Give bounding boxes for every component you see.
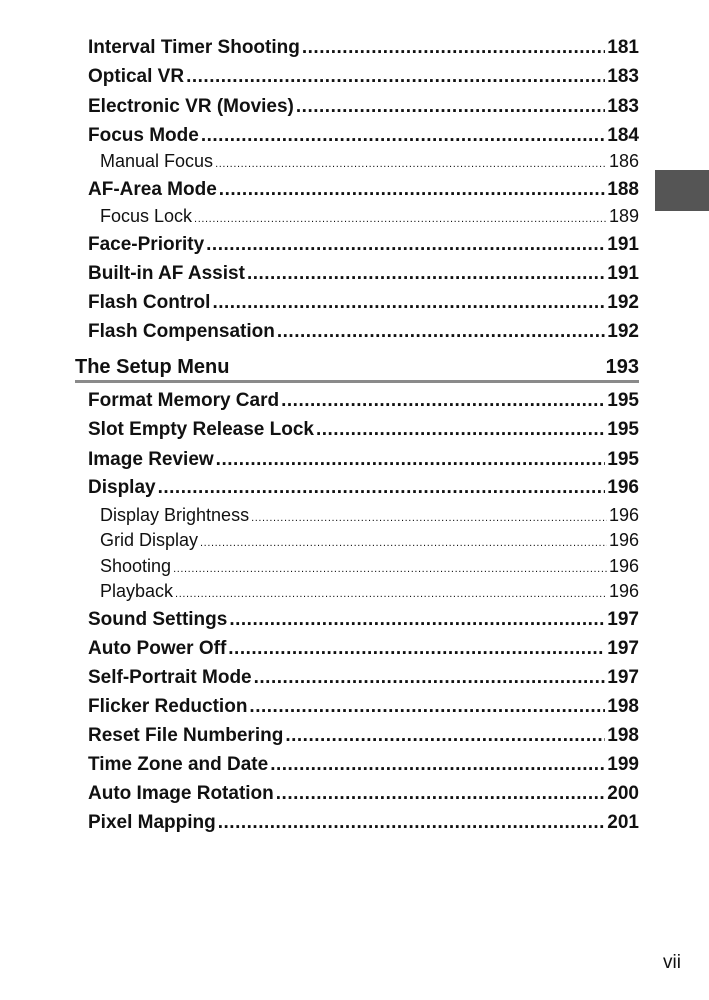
- toc-entry-page: 192: [607, 321, 639, 342]
- toc-subentry[interactable]: [100, 205, 639, 230]
- toc-entry-page: 196: [608, 556, 639, 576]
- toc-leader-dots: [316, 419, 605, 441]
- toc-entry-page: 201: [607, 812, 639, 833]
- toc-leader-dots: [216, 449, 606, 471]
- toc-leader-dots: [212, 292, 605, 314]
- toc-entry-title: Flicker Reduction: [88, 696, 248, 717]
- toc-entry-page: 196: [608, 530, 639, 550]
- toc-leader-dots: [228, 638, 605, 660]
- toc-entry[interactable]: [88, 66, 639, 88]
- toc-entry-title: Auto Power Off: [88, 638, 227, 659]
- toc-entry-page: 198: [607, 696, 639, 717]
- toc-entry-title: Sound Settings: [88, 609, 228, 630]
- toc-entry-page: 197: [607, 638, 639, 659]
- toc-entry-title: Pixel Mapping: [88, 812, 216, 833]
- toc-subentry[interactable]: [100, 555, 639, 580]
- toc-entry[interactable]: [88, 812, 639, 834]
- toc-entry-title: Display Brightness: [100, 505, 250, 525]
- toc-entry[interactable]: [88, 783, 639, 805]
- toc-entry-title: Optical VR: [88, 66, 185, 87]
- toc-entry[interactable]: [88, 667, 639, 689]
- toc-leader-dots: [270, 754, 605, 776]
- toc-entry[interactable]: [88, 179, 639, 201]
- toc-leader-dots: [229, 609, 605, 631]
- toc-subentry[interactable]: [100, 529, 639, 554]
- toc-leader-dots: [206, 234, 605, 256]
- toc-entry-page: 197: [607, 667, 639, 688]
- toc-entry-title: Playback: [100, 581, 174, 601]
- toc-entry-page: 191: [607, 263, 639, 284]
- toc-subentry[interactable]: [100, 504, 639, 529]
- toc-entry[interactable]: [88, 292, 639, 314]
- toc-entry-page: 188: [607, 179, 639, 200]
- toc-entry-title: Shooting: [100, 556, 172, 576]
- toc-entry[interactable]: [88, 321, 639, 343]
- toc-subentry[interactable]: [100, 580, 639, 605]
- toc-entry-title: Grid Display: [100, 530, 199, 550]
- toc-entry-page: 198: [607, 725, 639, 746]
- toc-entry-title: Interval Timer Shooting: [88, 37, 300, 58]
- toc-entry[interactable]: [88, 477, 639, 499]
- toc-entry-page: 195: [607, 419, 639, 440]
- toc-entry-title: Focus Mode: [88, 125, 199, 146]
- toc-leader-dots: [276, 783, 606, 805]
- toc-entry-title: Time Zone and Date: [88, 754, 269, 775]
- toc-entry-title: Reset File Numbering: [88, 725, 284, 746]
- toc-entry[interactable]: [88, 638, 639, 660]
- toc-entry[interactable]: [88, 696, 639, 718]
- toc-entry-page: 191: [607, 234, 639, 255]
- toc-leader-dots: [281, 390, 605, 412]
- section-heading[interactable]: [75, 355, 639, 383]
- toc-leader-dots: [285, 725, 605, 747]
- toc-entry-title: Face-Priority: [88, 234, 205, 255]
- toc-entry-page: 189: [608, 206, 639, 226]
- toc-entry-title: Slot Empty Release Lock: [88, 419, 314, 440]
- toc-subentry[interactable]: [100, 150, 639, 175]
- toc-entry-title: Self-Portrait Mode: [88, 667, 252, 688]
- toc-entry-page: 192: [607, 292, 639, 313]
- toc-entry[interactable]: [88, 390, 639, 412]
- toc-leader-dots: [158, 477, 606, 499]
- toc-leader-dots: [218, 812, 606, 834]
- toc-entry-page: 200: [607, 783, 639, 804]
- toc-entry-title: Display: [88, 477, 156, 498]
- toc-leader-dots: [254, 667, 606, 689]
- toc-entry-page: 183: [607, 66, 639, 87]
- toc-entry[interactable]: [88, 609, 639, 631]
- toc-entry-title: Flash Compensation: [88, 321, 275, 342]
- toc-entry[interactable]: [88, 125, 639, 147]
- toc-leader-dots: [186, 66, 605, 88]
- toc-leader-dots: [296, 96, 605, 118]
- page-number: vii: [663, 952, 681, 973]
- toc-leader-dots: [247, 263, 605, 285]
- toc-entry-title: Focus Lock: [100, 206, 193, 226]
- toc-entry-page: 181: [607, 37, 639, 58]
- toc-entry-title: Built-in AF Assist: [88, 263, 245, 284]
- toc-entry-page: 196: [608, 581, 639, 601]
- toc-entry-title: Manual Focus: [100, 151, 214, 171]
- toc-entry-title: Electronic VR (Movies): [88, 96, 294, 117]
- toc-leader-dots: [249, 696, 605, 718]
- toc-leader-dots: [251, 507, 607, 529]
- toc-entry-title: AF-Area Mode: [88, 179, 217, 200]
- toc-leader-dots: [173, 558, 607, 580]
- toc-entry-page: 195: [607, 390, 639, 411]
- toc-entry[interactable]: [88, 449, 639, 471]
- toc-entry[interactable]: [88, 725, 639, 747]
- toc-leader-dots: [201, 125, 605, 147]
- toc-entry-page: 197: [607, 609, 639, 630]
- toc-entry-page: 186: [608, 151, 639, 171]
- toc-entry-title: Flash Control: [88, 292, 211, 313]
- toc-entry-title: Format Memory Card: [88, 390, 280, 411]
- section-page: 193: [605, 356, 639, 378]
- toc-leader-dots: [200, 532, 607, 554]
- toc-entry-page: 196: [607, 477, 639, 498]
- toc-entry[interactable]: [88, 419, 639, 441]
- toc-entry-title: Auto Image Rotation: [88, 783, 274, 804]
- toc-entry-page: 184: [607, 125, 639, 146]
- toc-entry-page: 199: [607, 754, 639, 775]
- section-title: The Setup Menu: [75, 356, 230, 378]
- toc-leader-dots: [219, 179, 606, 201]
- toc-entry[interactable]: [88, 37, 639, 59]
- section-rule: [75, 380, 639, 383]
- toc-entry[interactable]: [88, 96, 639, 118]
- toc-entry[interactable]: [88, 263, 639, 285]
- toc-entry-page: 195: [607, 449, 639, 470]
- toc-entry-title: Image Review: [88, 449, 214, 470]
- chapter-tab-marker: [655, 170, 709, 211]
- toc-leader-dots: [302, 37, 605, 59]
- toc-leader-dots: [215, 153, 607, 175]
- toc-leader-dots: [175, 583, 607, 605]
- toc-leader-dots: [277, 321, 605, 343]
- toc-entry[interactable]: [88, 754, 639, 776]
- toc-leader-dots: [194, 208, 607, 230]
- toc-entry-page: 183: [607, 96, 639, 117]
- toc-entry-page: 196: [608, 505, 639, 525]
- toc-entry[interactable]: [88, 234, 639, 256]
